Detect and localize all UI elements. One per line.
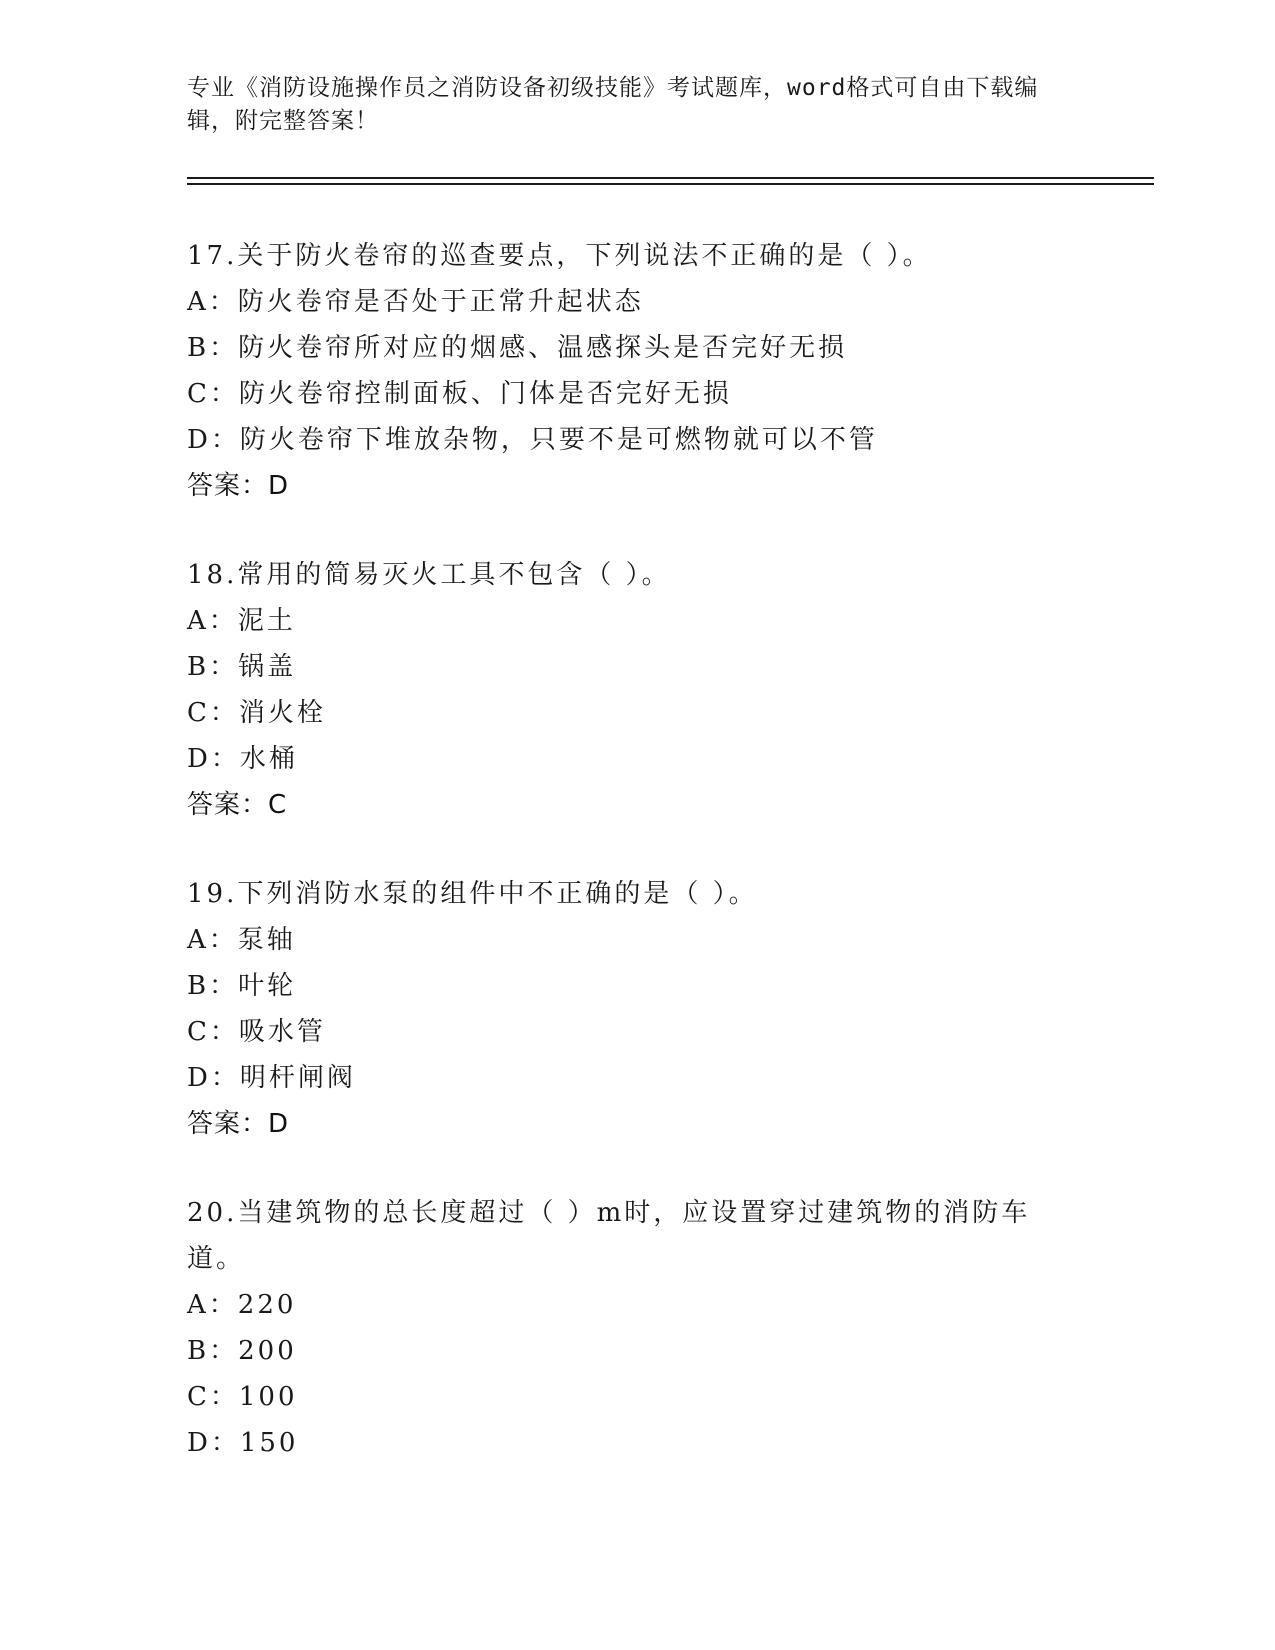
answer-line: 答案：D [187, 1109, 290, 1139]
header-rule-bottom [187, 183, 1154, 185]
option-b: B：200 [187, 1336, 297, 1366]
option-a: A：防火卷帘是否处于正常升起状态 [187, 287, 644, 317]
question-stem: 18.常用的简易灭火工具不包含（ ）。 [187, 560, 671, 590]
option-c: C：消火栓 [187, 698, 326, 728]
question-20 [187, 1190, 1087, 1466]
option-a: A：220 [187, 1290, 297, 1320]
question-17 [187, 233, 1087, 509]
option-b: B：防火卷帘所对应的烟感、温感探头是否完好无损 [187, 333, 848, 363]
answer-line: 答案：D [187, 471, 290, 501]
option-d: D：防火卷帘下堆放杂物，只要不是可燃物就可以不管 [187, 425, 878, 455]
question-19 [187, 871, 1087, 1147]
option-b: B：叶轮 [187, 971, 297, 1001]
question-18 [187, 552, 1087, 828]
option-d: D：150 [187, 1428, 299, 1458]
question-stem: 20.当建筑物的总长度超过（ ）m时，应设置穿过建筑物的消防车道。 [187, 1198, 1031, 1274]
option-a: A：泵轴 [187, 925, 296, 955]
option-a: A：泥土 [187, 606, 296, 636]
option-d: D：水桶 [187, 744, 298, 774]
option-b: B：锅盖 [187, 652, 297, 682]
option-c: C：100 [187, 1382, 298, 1412]
header-rule-top [187, 177, 1154, 179]
option-c: C：防火卷帘控制面板、门体是否完好无损 [187, 379, 732, 409]
answer-line: 答案：C [187, 790, 288, 820]
document-header: 专业《消防设施操作员之消防设备初级技能》考试题库，word格式可自由下载编辑，附完整答案！ [187, 75, 1039, 134]
question-stem: 19.下列消防水泵的组件中不正确的是（ ）。 [187, 879, 758, 909]
option-c: C：吸水管 [187, 1017, 326, 1047]
question-stem: 17.关于防火卷帘的巡查要点，下列说法不正确的是（ ）。 [187, 241, 932, 271]
option-d: D：明杆闸阀 [187, 1063, 356, 1093]
